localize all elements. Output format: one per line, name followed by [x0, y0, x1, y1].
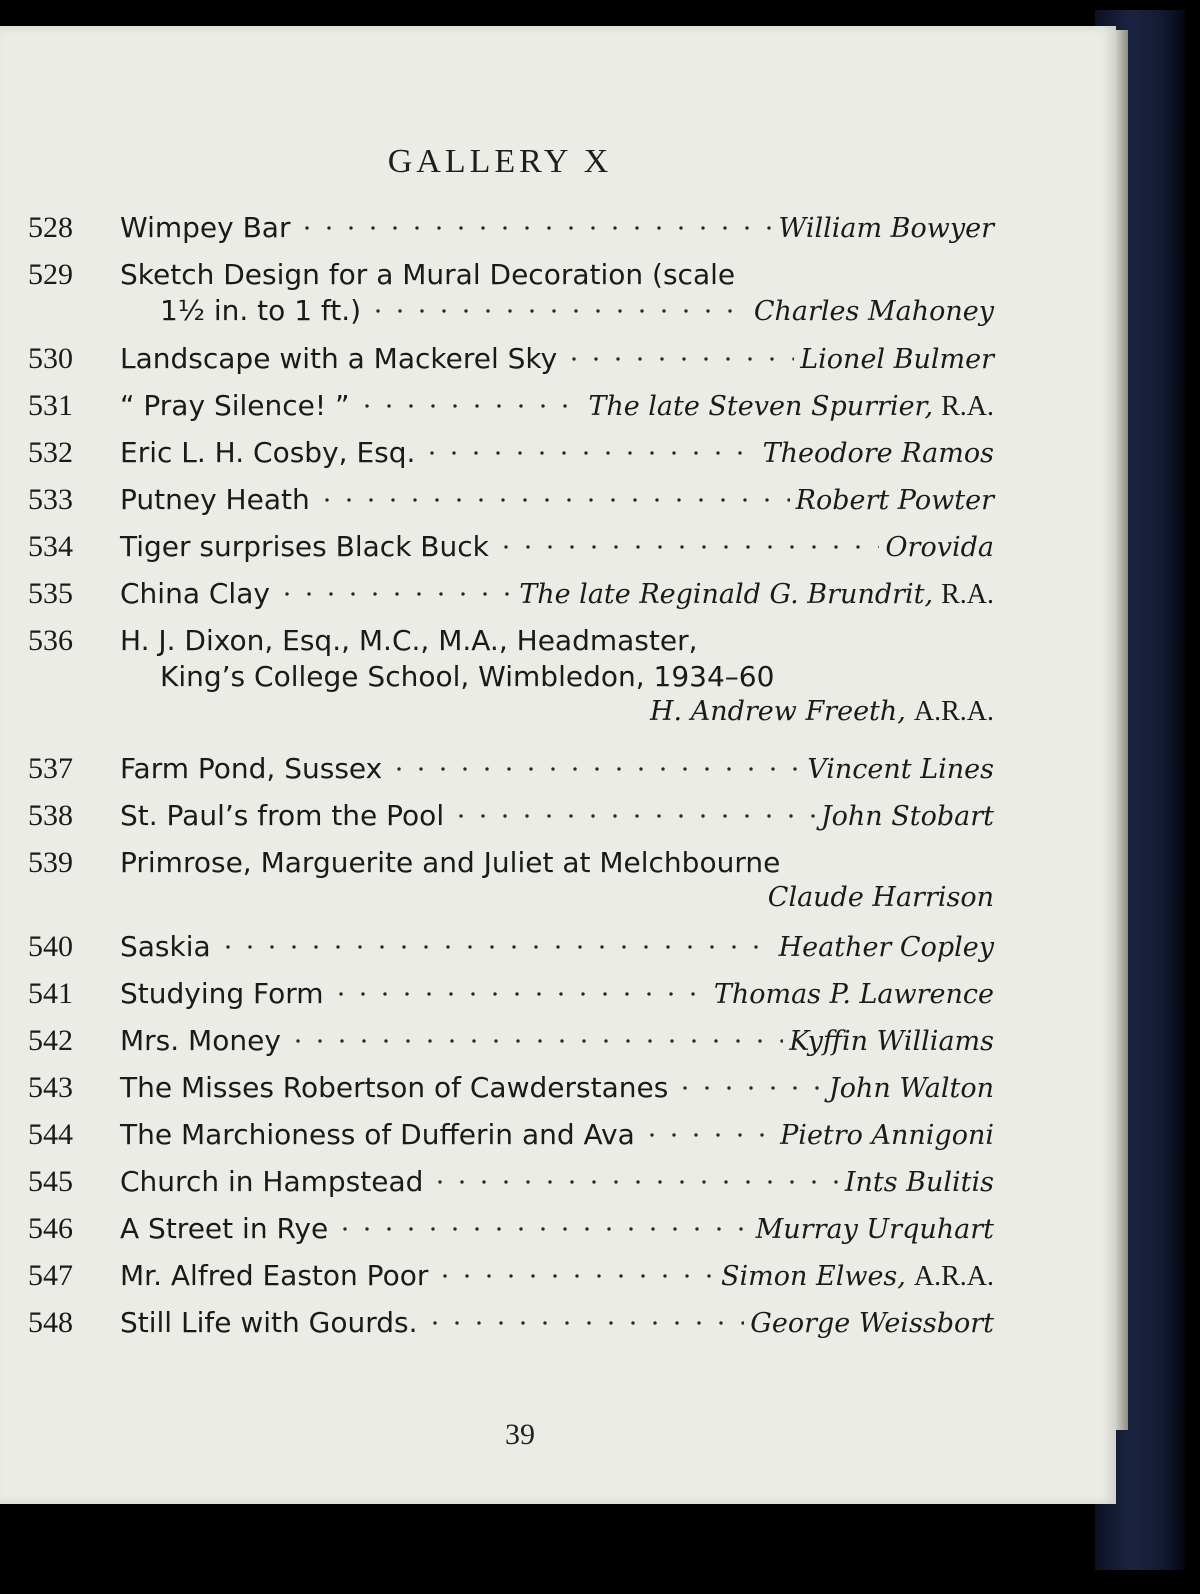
catalogue-number: 532 [28, 436, 73, 469]
entry-title-continued: 1½ in. to 1 ft.) [160, 294, 362, 327]
entry-title: Wimpey Bar [120, 211, 291, 244]
catalogue-number: 538 [28, 799, 73, 832]
artist-name: H. Andrew Freeth, [649, 696, 906, 727]
catalogue-number: 530 [28, 342, 73, 375]
catalogue-entry [0, 342, 1116, 388]
entry-line [120, 977, 994, 1010]
dot-leader [674, 1083, 823, 1093]
artist-line [768, 882, 994, 913]
artist-name: Theodore Ramos [762, 438, 994, 469]
entry-title: The Marchioness of Dufferin and Ava [120, 1118, 635, 1151]
entry-line [120, 389, 994, 423]
dot-leader [287, 1036, 783, 1046]
catalogue-number: 548 [28, 1306, 73, 1339]
entry-line [120, 752, 994, 785]
catalogue-entry [0, 1306, 1116, 1352]
entry-line [120, 342, 994, 375]
entry-title: Still Life with Gourds. [120, 1306, 418, 1339]
catalogue-entry [0, 799, 1116, 845]
entry-line-continued [160, 660, 994, 693]
entry-line [120, 1259, 994, 1293]
catalogue-number: 547 [28, 1259, 73, 1292]
catalogue-entry [0, 577, 1116, 623]
dot-leader [330, 989, 708, 999]
artist-name: William Bowyer [778, 213, 994, 244]
page-number: 39 [505, 1418, 535, 1451]
catalogue-number: 536 [28, 624, 73, 657]
catalogue-number: 533 [28, 483, 73, 516]
artist-name: The late Steven Spurrier, [588, 391, 934, 422]
entry-title: St. Paul’s from the Pool [120, 799, 445, 832]
entry-line-continued [160, 294, 994, 327]
artist-name: Charles Mahoney [753, 296, 994, 327]
catalogue-entry [0, 211, 1116, 257]
dot-leader [429, 1177, 838, 1187]
artist-name: Robert Powter [795, 485, 994, 516]
dot-leader [316, 495, 790, 505]
academy-suffix: R.A. [941, 391, 994, 422]
dot-leader [334, 1224, 749, 1234]
entry-title: Eric L. H. Cosby, Esq. [120, 436, 416, 469]
catalogue-entry [0, 1212, 1116, 1258]
catalogue-number: 529 [28, 258, 73, 291]
entry-line [120, 530, 994, 563]
catalogue-number: 531 [28, 389, 73, 422]
entry-title: “ Pray Silence! ” [120, 389, 350, 422]
dot-leader [388, 764, 801, 774]
entry-title: H. J. Dixon, Esq., M.C., M.A., Headmaster, [120, 624, 698, 657]
artist-name: Heather Copley [778, 932, 994, 963]
academy-suffix: R.A. [941, 579, 994, 610]
entry-title: Saskia [120, 930, 211, 963]
entry-line [120, 1118, 994, 1151]
entry-line [120, 1024, 994, 1057]
artist-name: John Walton [828, 1073, 994, 1104]
artist-line [650, 696, 994, 728]
artist-name: John Stobart [820, 801, 994, 832]
dot-leader [641, 1130, 774, 1140]
entry-title: Studying Form [120, 977, 324, 1010]
academy-suffix: A.R.A. [913, 696, 994, 727]
dot-leader [421, 448, 756, 458]
dot-leader [450, 811, 815, 821]
entry-line [120, 211, 994, 244]
entry-title: Putney Heath [120, 483, 310, 516]
entry-line [120, 799, 994, 832]
entry-title-continued: King’s College School, Wimbledon, 1934–60 [160, 660, 775, 693]
entry-line [120, 930, 994, 963]
artist-name: Vincent Lines [807, 754, 994, 785]
entry-line [120, 1165, 994, 1198]
artist-name: Simon Elwes, [721, 1261, 906, 1292]
academy-suffix: A.R.A. [913, 1261, 994, 1292]
catalogue-entry [0, 530, 1116, 576]
dot-leader [356, 401, 583, 411]
artist-name: Lionel Bulmer [800, 344, 994, 375]
entry-line [120, 846, 994, 879]
entry-line [120, 624, 994, 657]
entry-line [120, 577, 994, 611]
entry-title: Mr. Alfred Easton Poor [120, 1259, 429, 1292]
catalogue-entry [0, 1165, 1116, 1211]
catalogue-number: 534 [28, 530, 73, 563]
entry-title: Primrose, Marguerite and Juliet at Melchbourne [120, 846, 781, 879]
artist-name: Claude Harrison [767, 882, 994, 913]
catalogue-number: 545 [28, 1165, 73, 1198]
dot-leader [424, 1318, 745, 1328]
dot-leader [367, 306, 748, 316]
artist-name: Ints Bulitis [844, 1167, 994, 1198]
catalogue-entry [0, 483, 1116, 529]
catalogue-entry [0, 389, 1116, 435]
entry-line [120, 1306, 994, 1339]
artist-name: Pietro Annigoni [780, 1120, 994, 1151]
entry-line [120, 436, 994, 469]
artist-name: Kyffin Williams [789, 1026, 994, 1057]
entry-title: Mrs. Money [120, 1024, 281, 1057]
catalogue-number: 540 [28, 930, 73, 963]
catalogue-entry [0, 624, 1116, 727]
dot-leader [563, 354, 794, 364]
entry-title: Church in Hampstead [120, 1165, 424, 1198]
catalogue-entry [0, 977, 1116, 1023]
entry-title: Farm Pond, Sussex [120, 752, 383, 785]
gallery-heading: GALLERY X [387, 143, 613, 180]
artist-name: George Weissbort [750, 1308, 994, 1339]
dot-leader [434, 1271, 715, 1281]
dot-leader [296, 223, 772, 233]
entry-line [120, 1212, 994, 1245]
catalogue-number: 539 [28, 846, 73, 879]
catalogue-entry [0, 930, 1116, 976]
entry-title: Tiger surprises Black Buck [120, 530, 489, 563]
artist-name: Thomas P. Lawrence [713, 979, 994, 1010]
catalogue-entry [0, 846, 1116, 913]
catalogue-number: 541 [28, 977, 73, 1010]
catalogue-entry [0, 752, 1116, 798]
catalogue-entry [0, 1024, 1116, 1070]
entry-line [120, 258, 994, 291]
artist-name: Murray Urquhart [755, 1214, 994, 1245]
catalogue-entry [0, 258, 1116, 327]
entry-title: Landscape with a Mackerel Sky [120, 342, 558, 375]
dot-leader [217, 942, 773, 952]
catalogue-page [0, 26, 1116, 1504]
entry-title: The Misses Robertson of Cawderstanes [120, 1071, 669, 1104]
entry-title: China Clay [120, 577, 270, 610]
entry-title: A Street in Rye [120, 1212, 329, 1245]
catalogue-number: 537 [28, 752, 73, 785]
catalogue-number: 543 [28, 1071, 73, 1104]
catalogue-list [0, 26, 1116, 1504]
catalogue-number: 528 [28, 211, 73, 244]
dot-leader [276, 589, 513, 599]
artist-name: The late Reginald G. Brundrit, [519, 579, 934, 610]
entry-title: Sketch Design for a Mural Decoration (scale [120, 258, 736, 291]
catalogue-entry [0, 1118, 1116, 1164]
catalogue-entry [0, 1259, 1116, 1305]
artist-name: Orovida [885, 532, 994, 563]
catalogue-number: 544 [28, 1118, 73, 1151]
catalogue-entry [0, 1071, 1116, 1117]
catalogue-number: 542 [28, 1024, 73, 1057]
entry-line [120, 483, 994, 516]
catalogue-number: 535 [28, 577, 73, 610]
catalogue-entry [0, 436, 1116, 482]
catalogue-number: 546 [28, 1212, 73, 1245]
entry-line [120, 1071, 994, 1104]
dot-leader [495, 542, 880, 552]
